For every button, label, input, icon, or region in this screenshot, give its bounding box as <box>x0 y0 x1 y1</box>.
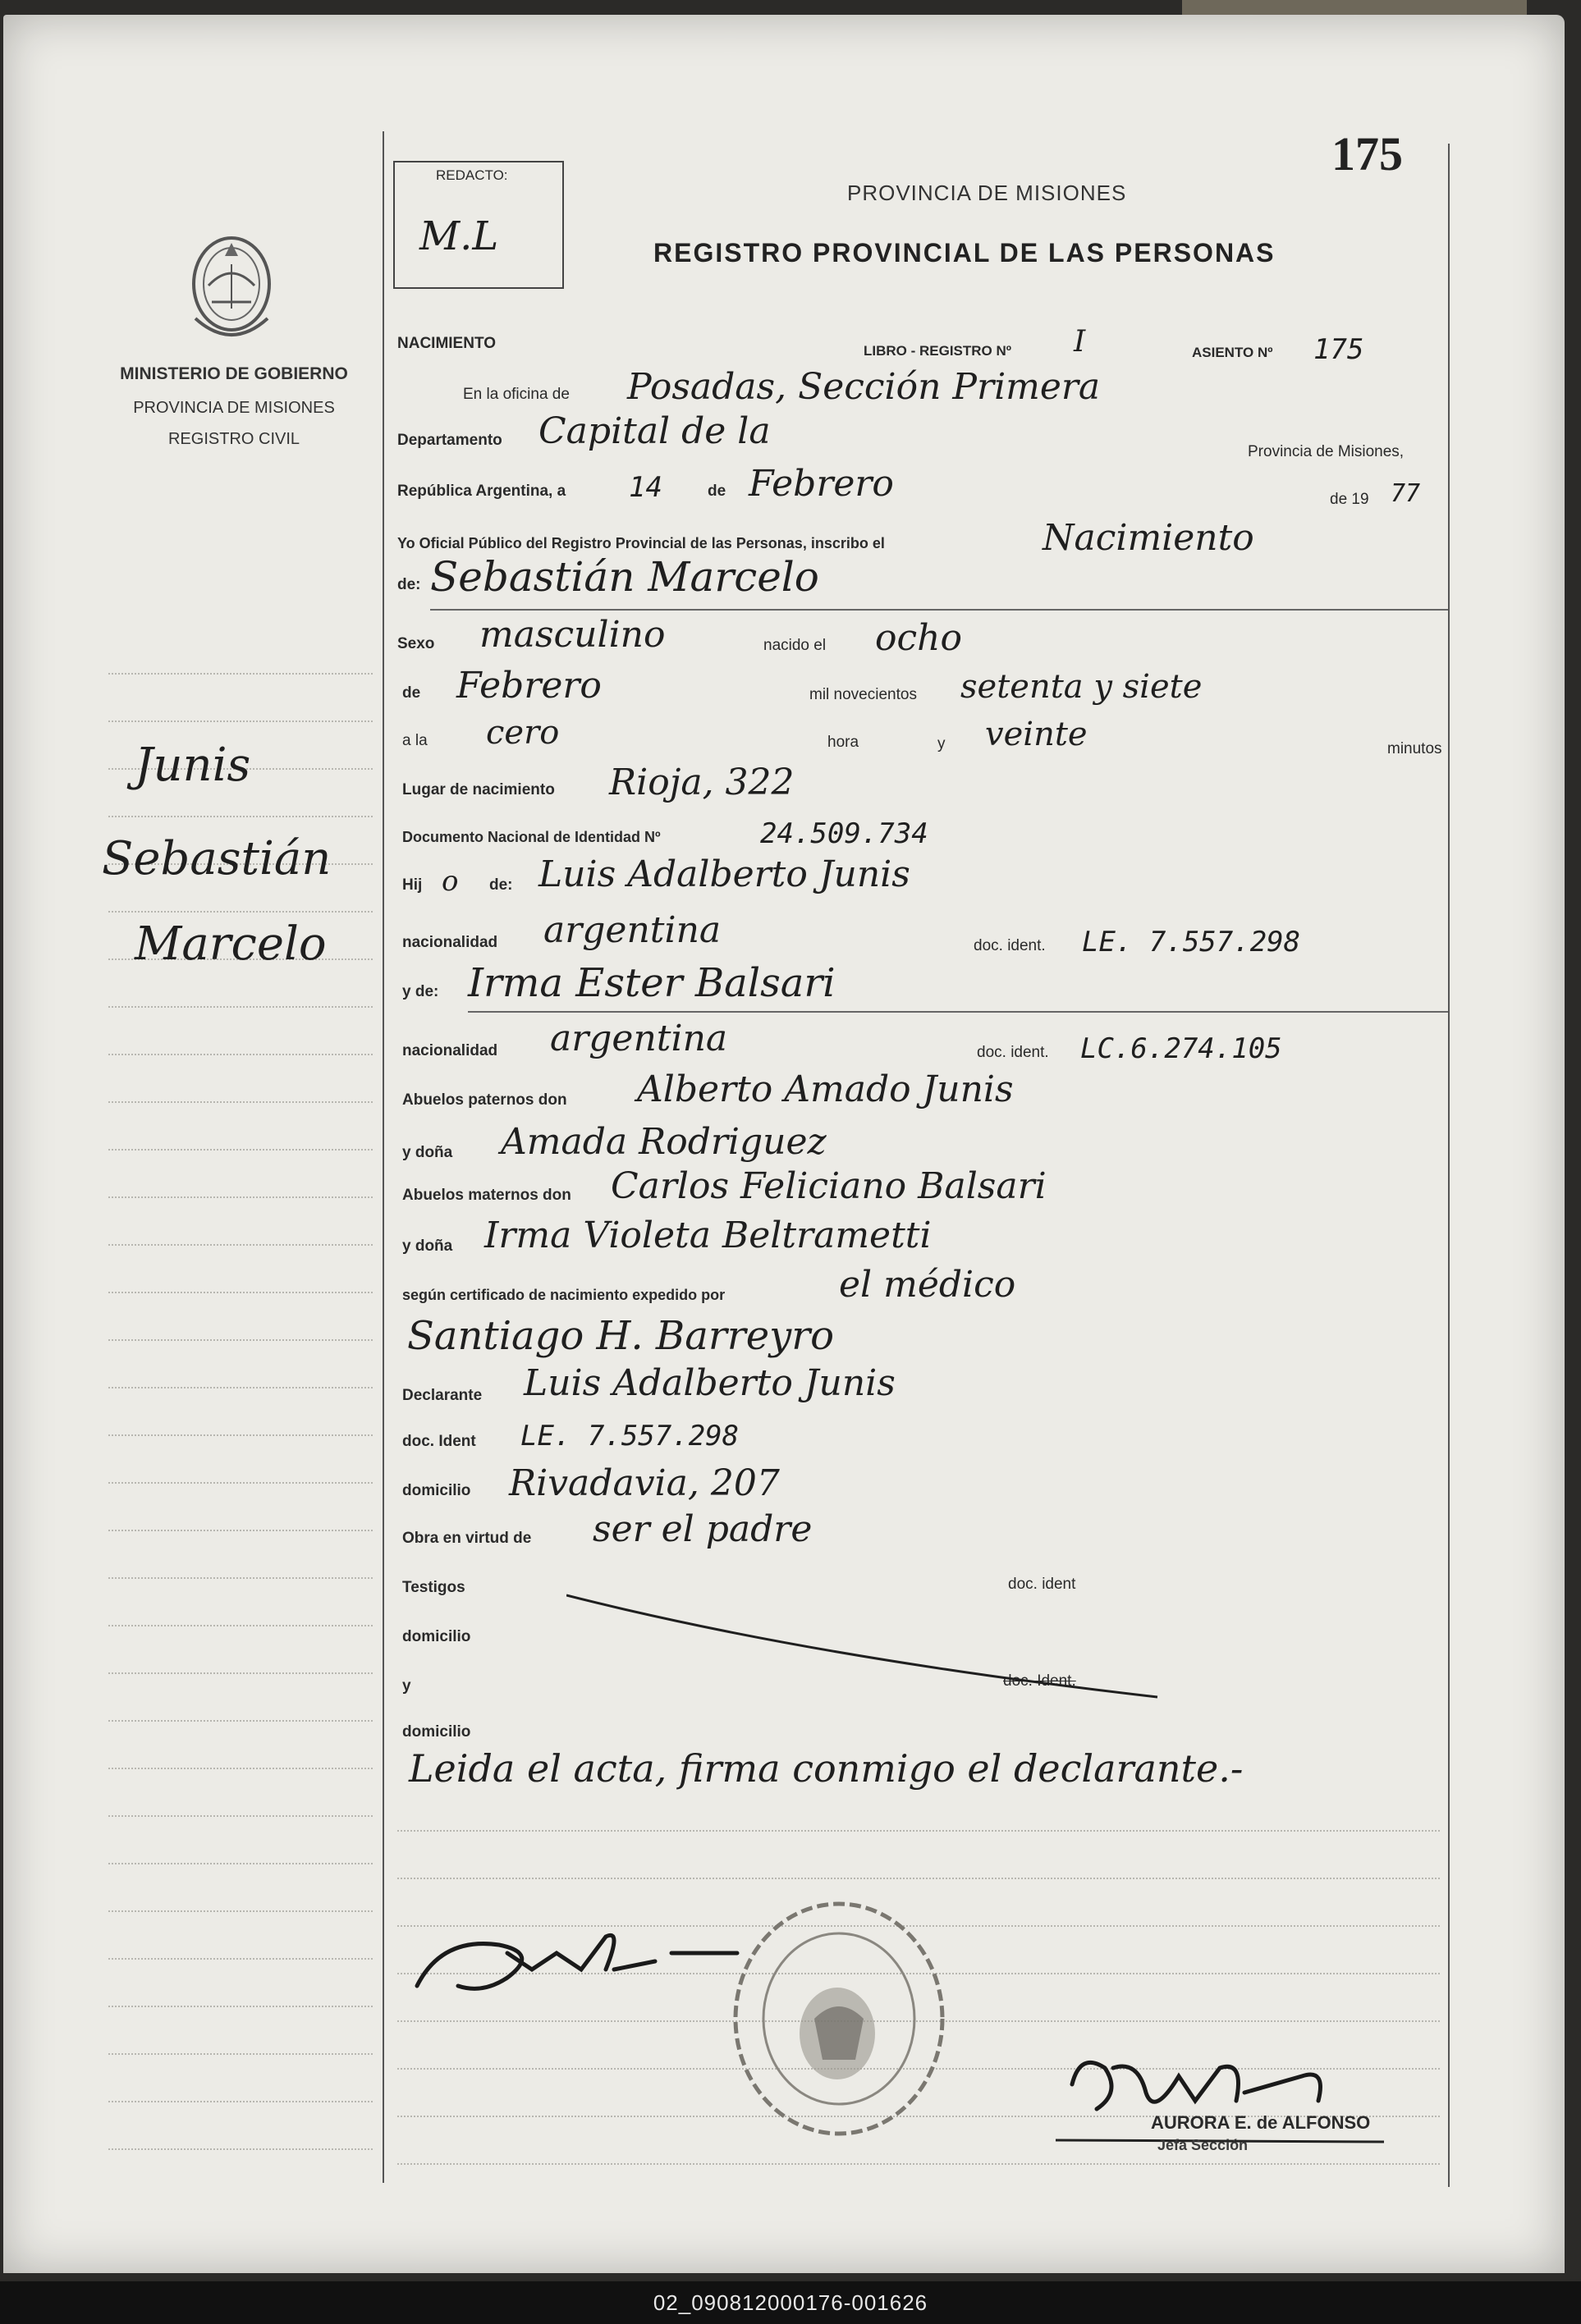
redacto-box <box>393 161 564 289</box>
certificado-label: según certificado de nacimiento expedido por <box>402 1287 726 1303</box>
departamento-label: Departamento <box>397 432 502 449</box>
doc-declarante-value: LE. 7.557.298 <box>520 1420 740 1452</box>
frame-left-line <box>383 131 384 2183</box>
margin-ruled-line <box>108 1672 373 1674</box>
page-number: 175 <box>1331 127 1403 181</box>
oficina-label: En la oficina de <box>463 386 570 403</box>
margin-note-name2: Marcelo <box>135 917 327 971</box>
declarante-label: Declarante <box>402 1387 483 1404</box>
official-round-stamp <box>716 1887 962 2150</box>
oficial-label: Yo Oficial Público del Registro Provincial de las Personas, inscribo el <box>397 535 885 551</box>
mes-value: Febrero <box>749 463 894 505</box>
doc-ident-label: doc. Ident <box>402 1433 476 1450</box>
closing-value: Leida el acta, firma conmigo el declarante.- <box>409 1746 1244 1791</box>
margin-ruled-line <box>108 1292 373 1293</box>
dni-label: Documento Nacional de Identidad Nº <box>402 829 661 845</box>
official-title: Jefa Sección <box>1157 2137 1249 2153</box>
header-registry: REGISTRO PROVINCIAL DE LAS PERSONAS <box>653 238 1276 268</box>
margin-ruled-line <box>108 1482 373 1484</box>
abuelo-pat-value: Alberto Amado Junis <box>637 1068 1014 1110</box>
margin-ruled-line <box>108 1434 373 1436</box>
margin-ruled-line <box>108 2148 373 2150</box>
frame-right-line <box>1448 144 1450 2187</box>
margin-ruled-line <box>108 1244 373 1246</box>
form-ruled-line <box>397 1878 1440 1879</box>
form-ruled-line <box>397 1830 1440 1832</box>
asiento-value: 175 <box>1313 333 1364 366</box>
margin-ruled-line <box>108 1958 373 1960</box>
y2-label: y <box>402 1677 411 1695</box>
dni-value: 24.509.734 <box>760 817 928 850</box>
margin-ruled-line <box>108 1387 373 1388</box>
y-de-label: y de: <box>402 983 439 1000</box>
nombre-value: Sebastián Marcelo <box>430 553 819 601</box>
departamento-value: Capital de la <box>538 410 771 452</box>
nacido-value: ocho <box>875 617 962 659</box>
nacionalidad-label: nacionalidad <box>402 934 498 951</box>
margin-note-surname: Junis <box>135 739 251 792</box>
doc-ident3-label: doc. Ident. <box>1003 1672 1076 1690</box>
domicilio2-label: domicilio <box>402 1628 471 1645</box>
testigos-label: Testigos <box>402 1579 465 1596</box>
margin-ruled-line <box>108 816 373 817</box>
de-label: de <box>708 483 726 500</box>
nacimiento-label: NACIMIENTO <box>397 335 496 352</box>
republica-label: República Argentina, a <box>397 483 566 500</box>
domicilio3-label: domicilio <box>402 1723 471 1741</box>
ministry-line3: REGISTRO CIVIL <box>167 430 300 448</box>
margin-ruled-line <box>108 1768 373 1769</box>
abuelos-pat-label: Abuelos paternos don <box>402 1091 567 1109</box>
domicilio-value: Rivadavia, 207 <box>509 1462 780 1504</box>
de-nombre-label: de: <box>397 576 421 593</box>
anio-value: 77 <box>1391 479 1421 508</box>
margin-ruled-line <box>108 1910 373 1912</box>
libro-label: LIBRO - REGISTRO Nº <box>864 343 1011 359</box>
margin-ruled-line <box>108 1339 373 1341</box>
margin-ruled-line <box>108 1149 373 1151</box>
lugar-label: Lugar de nacimiento <box>402 781 555 798</box>
medico-value: Santiago H. Barreyro <box>407 1313 835 1359</box>
coat-of-arms-seal <box>179 228 284 351</box>
margin-ruled-line <box>108 1101 373 1103</box>
anio-label: de 19 <box>1330 491 1369 508</box>
certificado-value: el médico <box>839 1264 1016 1306</box>
madre-underline <box>468 1011 1448 1013</box>
mil-label: mil novecientos <box>809 686 917 703</box>
oficial-value: Nacimiento <box>1043 517 1254 559</box>
nac-madre-value: argentina <box>550 1018 728 1059</box>
margin-ruled-line <box>108 1196 373 1198</box>
margin-ruled-line <box>108 2101 373 2102</box>
margin-ruled-line <box>108 2053 373 2055</box>
minutos-label: minutos <box>1387 740 1442 757</box>
doc-madre-value: LC.6.274.105 <box>1080 1032 1282 1065</box>
domicilio-label: domicilio <box>402 1482 471 1499</box>
a-la-label: a la <box>402 732 428 749</box>
dia-value: 14 <box>629 471 662 504</box>
y-dona-mat-label: y doña <box>402 1237 453 1255</box>
de-padre-label: de: <box>489 876 513 894</box>
y-label: y <box>937 735 946 753</box>
hijo-label: Hij <box>402 876 423 894</box>
abuelos-mat-label: Abuelos maternos don <box>402 1187 571 1204</box>
margin-ruled-line <box>108 1577 373 1579</box>
stamp-text <box>936 2101 967 2102</box>
doc-madre-label: doc. ident. <box>977 1044 1049 1061</box>
margin-ruled-line <box>108 911 373 913</box>
libro-value: I <box>1074 325 1086 359</box>
margin-ruled-line <box>108 1863 373 1864</box>
abuelo-mat-value: Carlos Feliciano Balsari <box>611 1165 1047 1207</box>
nacionalidad-madre-label: nacionalidad <box>402 1042 498 1059</box>
margin-ruled-line <box>108 1006 373 1008</box>
min-value: veinte <box>985 716 1088 753</box>
ministry-line2: PROVINCIA DE MISIONES <box>133 399 335 417</box>
nac-padre-value: argentina <box>543 909 722 951</box>
redacto-label: REDACTO: <box>436 167 508 183</box>
sexo-label: Sexo <box>397 635 435 652</box>
padre-value: Luis Adalberto Junis <box>538 853 910 895</box>
mes2-value: Febrero <box>456 665 602 707</box>
madre-value: Irma Ester Balsari <box>468 960 836 1006</box>
oficina-value: Posadas, Sección Primera <box>627 366 1101 408</box>
margin-note-name1: Sebastián <box>102 832 332 885</box>
abuela-mat-value: Irma Violeta Beltrametti <box>484 1215 932 1256</box>
official-name: AURORA E. de ALFONSO <box>1151 2112 1371 2133</box>
hijo-suffix: o <box>442 865 459 898</box>
ministry-line1: MINISTERIO DE GOBIERNO <box>120 364 348 383</box>
image-footer-caption: 02_090812000176-001626 <box>0 2281 1581 2324</box>
nacido-label: nacido el <box>763 637 827 654</box>
doc-ident2-label: doc. ident <box>1008 1576 1076 1593</box>
margin-ruled-line <box>108 2006 373 2007</box>
margin-ruled-line <box>108 1720 373 1722</box>
lugar-value: Rioja, 322 <box>609 762 795 803</box>
doc-padre-label: doc. ident. <box>974 937 1046 954</box>
declarant-signature <box>409 1920 754 2011</box>
margin-ruled-line <box>108 721 373 722</box>
sexo-value: masculino <box>479 614 666 656</box>
obra-value: ser el padre <box>593 1508 813 1550</box>
margin-ruled-line <box>108 673 373 675</box>
redacto-initials: M.L <box>419 213 499 259</box>
declarante-value: Luis Adalberto Junis <box>524 1362 896 1404</box>
obra-label: Obra en virtud de <box>402 1530 532 1547</box>
y-dona-pat-label: y doña <box>402 1144 453 1161</box>
hora-label: hora <box>827 734 859 751</box>
strike-through-line <box>566 1592 1174 1715</box>
abuela-pat-value: Amada Rodriguez <box>501 1121 827 1163</box>
margin-ruled-line <box>108 1625 373 1626</box>
margin-ruled-line <box>108 1054 373 1055</box>
margin-ruled-line <box>108 1815 373 1817</box>
anio2-value: setenta y siete <box>960 668 1203 706</box>
hora-value: cero <box>486 714 560 752</box>
header-province: PROVINCIA DE MISIONES <box>847 181 1127 205</box>
margin-ruled-line <box>108 1530 373 1531</box>
provincia-suffix: Provincia de Misiones, <box>1248 443 1405 460</box>
doc-padre-value: LE. 7.557.298 <box>1082 926 1301 958</box>
asiento-label: ASIENTO Nº <box>1192 345 1273 360</box>
de2-label: de <box>402 684 421 702</box>
nombre-underline <box>430 609 1448 611</box>
